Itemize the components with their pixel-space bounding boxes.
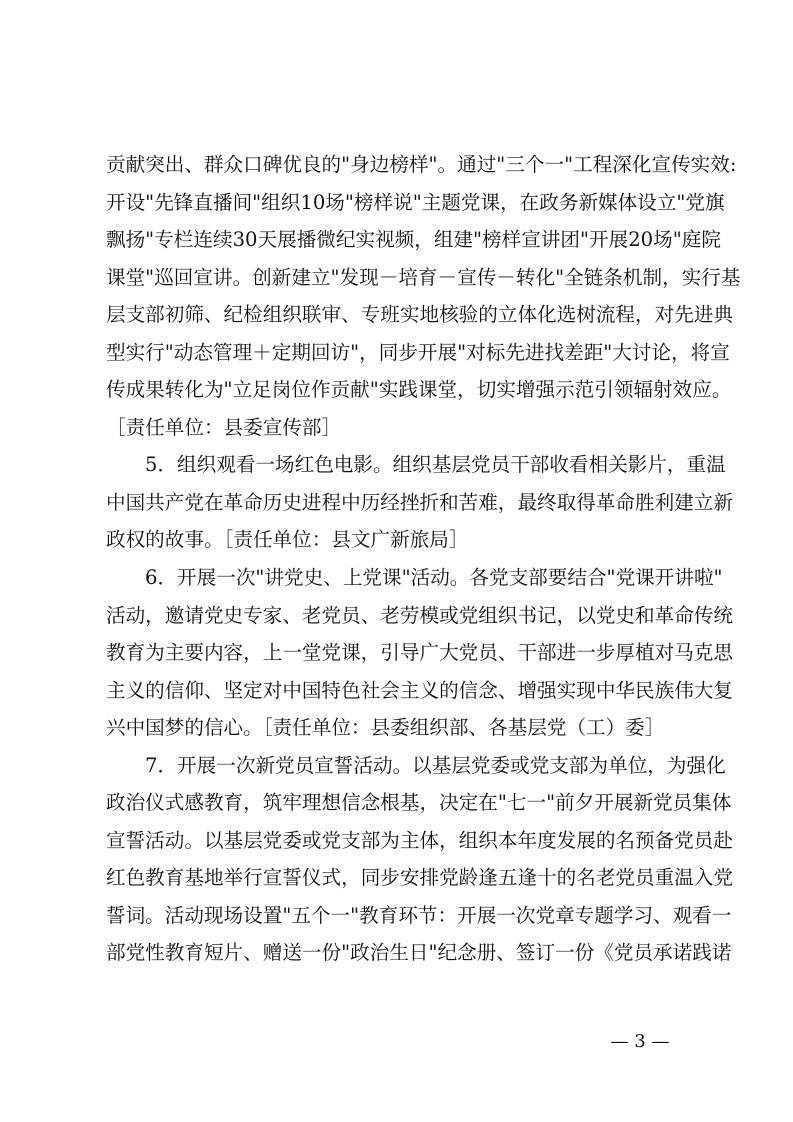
paragraph-line: 政治仪式感教育，筑牢理想信念根基，决定在"七一"前夕开展新党员集体: [106, 791, 732, 815]
paragraph-line: 红色教育基地举行宣誓仪式，同步安排党龄逢五逢十的名老党员重温入党: [106, 866, 733, 890]
item-heading-line: 7．开展一次新党员宣誓活动。以基层党委或党支部为单位，为强化: [145, 753, 726, 777]
paragraph-line: 型实行"动态管理＋定期回访"，同步开展"对标先进找差距"大讨论，将宣: [106, 340, 730, 364]
paragraph-line: 宣誓活动。以基层党委或党支部为主体，组织本年度发展的名预备党员赴: [106, 828, 733, 852]
responsible-unit-line: ［责任单位：县委宣传部］: [106, 415, 342, 439]
paragraph-line: 中国共产党在革命历史进程中历经挫折和苦难，最终取得革命胜利建立新: [106, 490, 733, 514]
paragraph-line: 教育为主要内容，上一堂党课，引导广大党员、干部进一步厚植对马克思: [106, 641, 733, 665]
paragraph-line: 课堂"巡回宣讲。创新建立"发现－培育－宣传－转化"全链条机制，实行基: [106, 265, 741, 289]
paragraph-line: 层支部初筛、纪检组织联审、专班实地核验的立体化选树流程，对先进典: [106, 303, 733, 327]
paragraph-line: 飘扬"专栏连续30天展播微纪实视频，组建"榜样宣讲团"开展20场"庭院: [106, 228, 721, 252]
paragraph-line: 部党性教育短片、赠送一份"政治生日"纪念册、签订一份《党员承诺践诺: [106, 941, 732, 965]
paragraph-line: 主义的信仰、坚定对中国特色社会主义的信念、增强实现中华民族伟大复: [106, 678, 733, 702]
page-number: — 3 —: [610, 1031, 670, 1052]
item-heading-line: 6．开展一次"讲党史、上党课"活动。各党支部要结合"党课开讲啦": [145, 566, 723, 590]
paragraph-line: 政权的故事。［责任单位：县文广新旅局］: [106, 528, 469, 552]
paragraph-line: 誓词。活动现场设置"五个一"教育环节：开展一次党章专题学习、观看一: [106, 903, 732, 927]
body-text: [106, 146, 741, 972]
paragraph-line: 开设"先锋直播间"组织10场"榜样说"主题党课，在政务新媒体设立"党旗: [106, 190, 725, 214]
paragraph-line: 传成果转化为"立足岗位作贡献"实践课堂，切实增强示范引领辐射效应。: [106, 378, 732, 402]
paragraph-line: 贡献突出、群众口碑优良的"身边榜样"。通过"三个一"工程深化宣传实效:: [106, 153, 737, 176]
paragraph-line: 活动，邀请党史专家、老党员、老劳模或党组织书记，以党史和革命传统: [106, 603, 733, 627]
paragraph-line: 兴中国梦的信心。［责任单位：县委组织部、各基层党（工）委］: [106, 716, 665, 740]
item-heading-line: 5．组织观看一场红色电影。组织基层党员干部收看相关影片，重温: [145, 453, 726, 477]
